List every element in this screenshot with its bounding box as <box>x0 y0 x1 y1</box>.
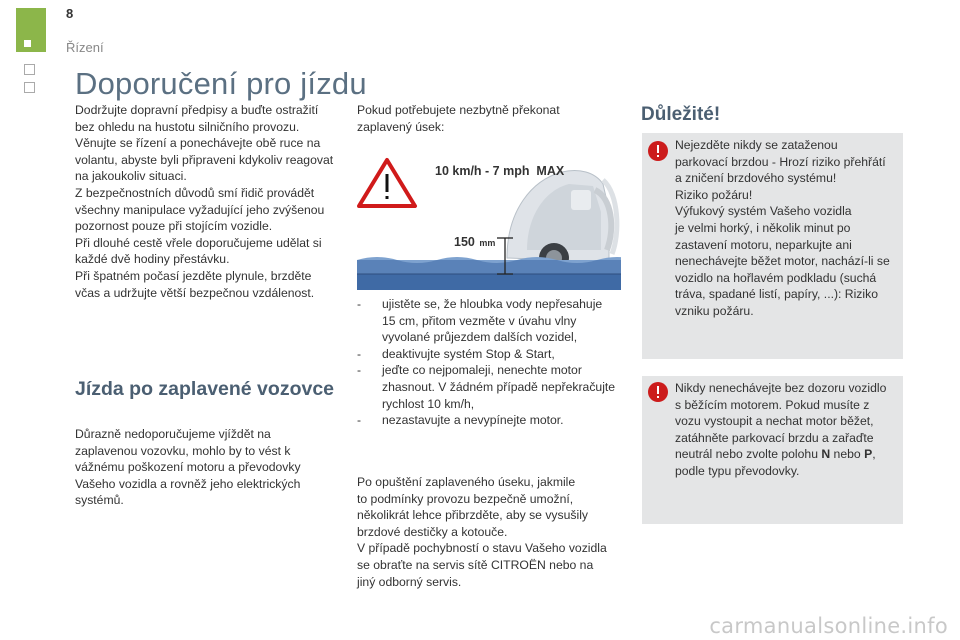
warning-box-parking-brake <box>642 133 903 359</box>
side-square-1 <box>24 64 35 75</box>
flood-line: Vašeho vozidla a rovněž jeho elektrických <box>75 476 301 491</box>
after-flood-text <box>357 474 627 590</box>
list-item: - deaktivujte systém Stop & Start, <box>357 346 555 361</box>
intro-line: všechny manipulace vyžadující jeho zvýšenou <box>75 202 325 217</box>
after-line: se obraťte na servis sítě CITROËN nebo na <box>357 557 594 572</box>
intro-line: Z bezpečnostních důvodů smí řidič provádět <box>75 185 315 200</box>
flood-text <box>75 426 345 509</box>
important-heading: Důležité! <box>641 104 721 125</box>
list-item: - jeďte co nejpomaleji, nenechte motor zhasnout. V žádném případě nepřekračujte rychlost 10 km/h, <box>357 363 616 411</box>
section-name: Řízení <box>66 40 104 55</box>
after-line: několikrát lehce přibrzděte, aby se vysušily <box>357 508 588 523</box>
middle-intro <box>357 102 622 135</box>
flood-line: zaplavenou vozovku, mohlo by to vést k <box>75 443 291 458</box>
after-line: jiný odborný servis. <box>357 574 462 589</box>
middle-intro-line: Pokud potřebujete nezbytně překonat <box>357 103 560 117</box>
depth-unit: mm <box>479 238 496 248</box>
list-item: - nezastavujte a nevypínejte motor. <box>357 413 564 428</box>
watermark: carmanualsonline.info <box>709 614 948 638</box>
after-line: V případě pochybností o stavu Vašeho vozidla <box>357 541 607 556</box>
middle-intro-line: zaplavený úsek: <box>357 119 445 134</box>
intro-line: Při špatném počasí jezděte plynule, brzděte <box>75 268 312 283</box>
warning-icon <box>648 382 668 402</box>
intro-line: Při dlouhé cestě vřele doporučujeme udělat si <box>75 235 322 250</box>
flood-heading: Jízda po zaplavené vozovce <box>75 378 335 400</box>
flooded-road-illustration <box>357 150 621 290</box>
intro-line: volantu, abyste byli připraveni kdykoliv reagovat <box>75 152 334 167</box>
page-title: Doporučení pro jízdu <box>75 66 367 101</box>
page-marker <box>16 8 46 52</box>
depth-label <box>454 233 495 251</box>
intro-line: na jakoukoliv situaci. <box>75 169 187 184</box>
after-line: Po opuštění zaplaveného úseku, jakmile <box>357 475 576 489</box>
intro-line: pozornost pouze při stojícím vozidle. <box>75 219 273 234</box>
steps-list <box>357 296 632 429</box>
warning-box-running-engine <box>642 376 903 524</box>
warning-text: Nejezděte nikdy se zataženou parkovací brzdou - Hrozí riziko přehřátí a zničení brzdového systému! Riziko požáru! Výfukový systém Vašeho vozidla je velmi horký, i několik minut po zastavení motoru, neparkujte ani nenechávejte běžet motor, nachází-li se vozidlo na hořlavém podkladu (suchá tráva, spadané listí, papíry, ...): Riziko vzniku požáru. <box>675 138 890 318</box>
list-item: - ujistěte se, že hloubka vody nepřesahuje 15 cm, přitom vezměte v úvahu vlny vyvolané průjezdem dalších vozidel, <box>357 297 603 345</box>
page-number: 8 <box>66 6 74 21</box>
after-line: brzdové destičky a kotouče. <box>357 524 508 539</box>
gear-n: N <box>821 447 831 462</box>
intro-line: bez ohledu na hustotu silničního provozu. <box>75 119 300 134</box>
flood-line: systémů. <box>75 493 124 508</box>
gear-p: P <box>864 447 873 462</box>
speed-label: 10 km/h - 7 mph MAX <box>435 164 565 178</box>
intro-line: každé dvě hodiny přestávku. <box>75 252 230 267</box>
intro-text <box>75 102 350 301</box>
gear-position-line: neutrál nebo zvolte polohu N nebo P, <box>675 447 876 462</box>
depth-value: 150 <box>454 235 475 249</box>
intro-line: včas a udržujte větší bezpečnou vzdálenost. <box>75 285 315 300</box>
flood-line: Důrazně nedoporučujeme vjíždět na <box>75 427 271 441</box>
page-marker-dot <box>24 40 31 47</box>
flood-line: vážnému poškození motoru a převodovky <box>75 460 301 475</box>
warning-text: Nikdy nenechávejte bez dozoru vozidlo s běžícím motorem. Pokud musíte z vozu vystoupit a nechat motor běžet, zatáhněte parkovací brzdu a zařaďte neutrál nebo zvolte polohu N nebo P, podle typu převodovky. <box>675 380 900 480</box>
intro-line: Dodržujte dopravní předpisy a buďte ostražití <box>75 103 319 117</box>
after-line: to podmínky provozu bezpečně umožní, <box>357 491 574 506</box>
intro-line: Věnujte se řízení a ponechávejte obě ruce na <box>75 136 321 151</box>
warning-icon <box>648 141 668 161</box>
side-square-2 <box>24 82 35 93</box>
